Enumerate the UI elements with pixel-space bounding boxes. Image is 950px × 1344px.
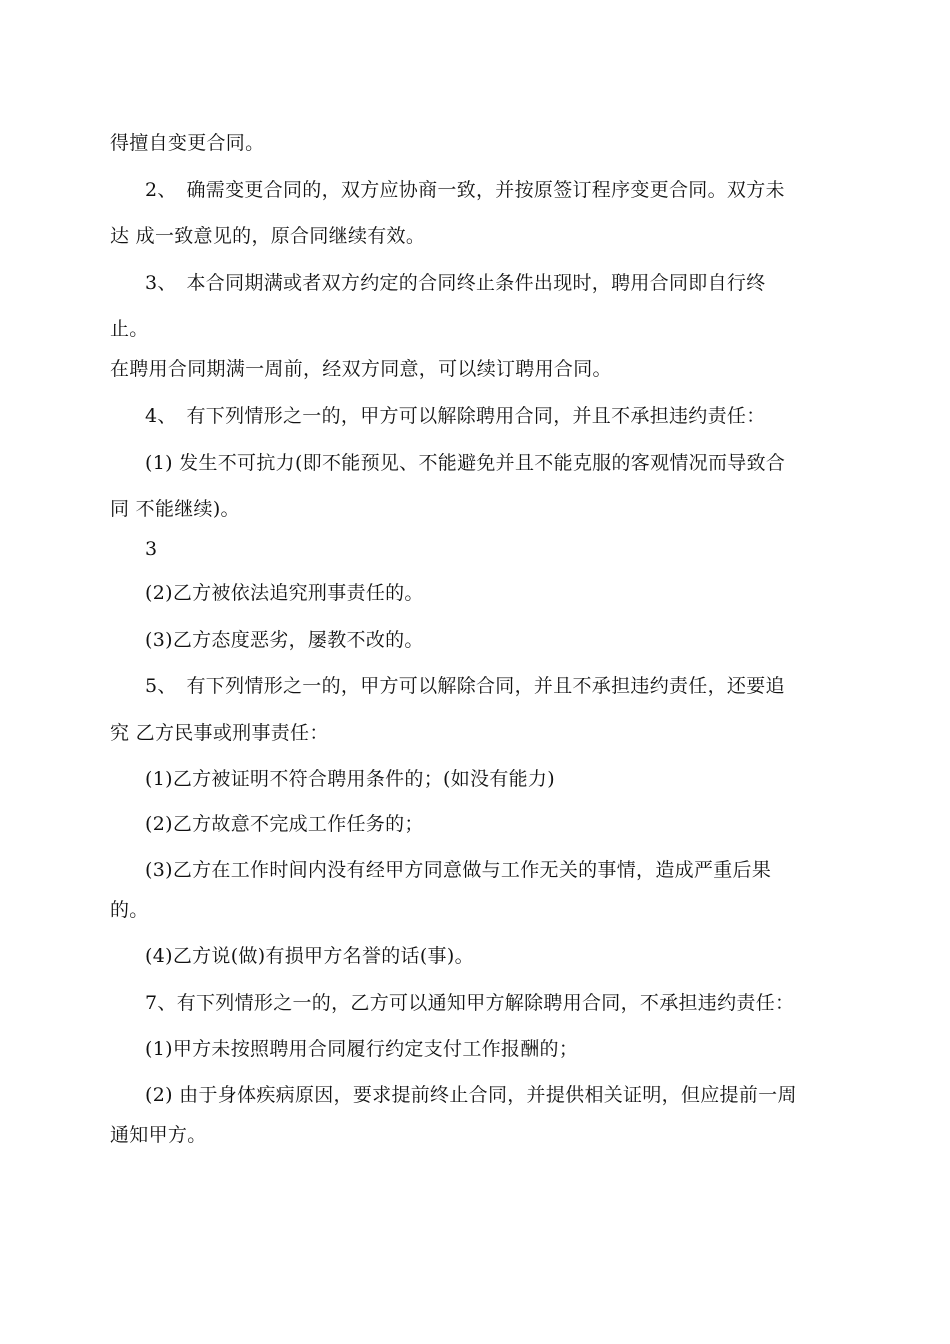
clause-5-line-2: 究 乙方民事或刑事责任： [110,722,329,744]
page-number: 3 [145,538,158,560]
clause-3-line-2: 止。 [110,318,149,340]
clause-4-line: 4、 有下列情形之一的，甲方可以解除聘用合同，并且不承担违约责任： [145,405,766,427]
clause-7-line: 7、有下列情形之一的，乙方可以通知甲方解除聘用合同，不承担违约责任： [145,992,795,1014]
clause-5-item-3-line-2: 的。 [110,899,149,921]
clause-5-item-4: (4)乙方说(做)有损甲方名誉的话(事)。 [145,945,474,967]
clause-4-item-3: (3)乙方态度恶劣，屡教不改的。 [145,629,424,651]
clause-4-item-1-line-2: 同 不能继续)。 [110,498,240,520]
clause-5-item-3-line-1: (3)乙方在工作时间内没有经甲方同意做与工作无关的事情，造成严重后果 [145,859,772,881]
clause-7-item-2-line-1: (2) 由于身体疾病原因，要求提前终止合同，并提供相关证明，但应提前一周 [145,1084,797,1106]
clause-5-item-1: (1)乙方被证明不符合聘用条件的；(如没有能力) [145,768,555,790]
clause-4-item-1-line-1: (1) 发生不可抗力(即不能预见、不能避免并且不能克服的客观情况而导致合 [145,452,786,474]
clause-5-item-2: (2)乙方故意不完成工作任务的； [145,813,424,835]
clause-2-line-2: 达 成一致意见的，原合同继续有效。 [110,225,426,247]
clause-4-item-2: (2)乙方被依法追究刑事责任的。 [145,582,424,604]
clause-7-item-1: (1)甲方未按照聘用合同履行约定支付工作报酬的； [145,1038,579,1060]
clause-5-line-1: 5、 有下列情形之一的，甲方可以解除合同，并且不承担违约责任，还要追 [145,675,785,697]
clause-3-line-1: 3、 本合同期满或者双方约定的合同终止条件出现时，聘用合同即自行终 [145,272,766,294]
clause-7-item-2-line-2: 通知甲方。 [110,1124,207,1146]
text-line: 得擅自变更合同。 [110,132,265,154]
renewal-line: 在聘用合同期满一周前，经双方同意，可以续订聘用合同。 [110,358,612,380]
clause-2-line-1: 2、 确需变更合同的，双方应协商一致，并按原签订程序变更合同。双方未 [145,179,785,201]
